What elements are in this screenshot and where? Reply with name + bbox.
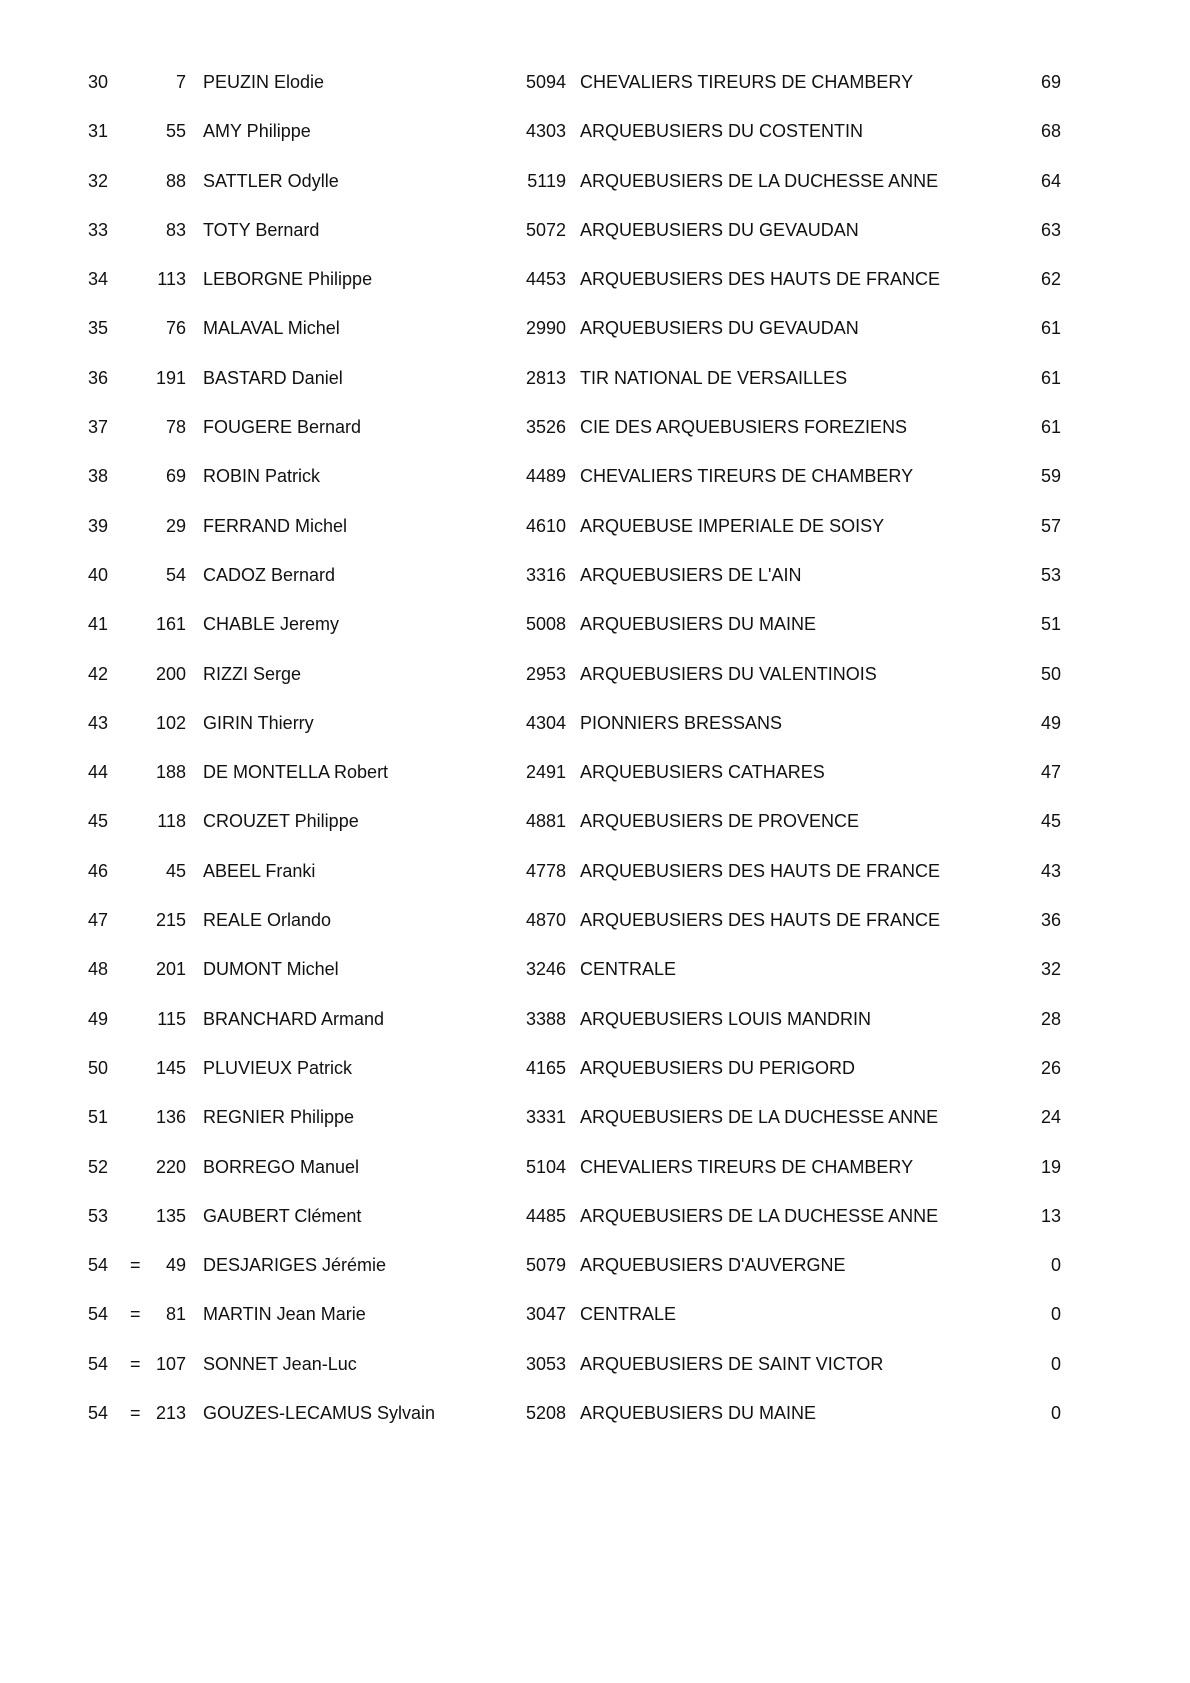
rank-cell: 43 [88,712,109,733]
score-cell: 64 [1040,170,1061,191]
table-row [0,551,1190,600]
shooter-name: GIRIN Thierry [203,712,314,733]
table-row [0,650,1190,699]
shooter-name: GOUZES-LECAMUS Sylvain [203,1403,436,1424]
club-name: ARQUEBUSIERS DU GEVAUDAN [580,318,859,339]
tie-marker: = [130,1403,141,1424]
club-name: ARQUEBUSIERS DU MAINE [580,1403,817,1424]
club-number: 3047 [525,1304,566,1325]
shooter-name: DE MONTELLA Robert [203,762,389,783]
club-number: 4165 [525,1057,566,1078]
rank-cell: 53 [88,1205,109,1226]
club-name: ARQUEBUSIERS DU GEVAUDAN [580,219,859,240]
score-cell: 69 [1040,72,1061,92]
club-number: 5072 [525,219,566,240]
shooter-name: FOUGERE Bernard [203,417,362,438]
table-row [0,1290,1190,1339]
bib-number: 45 [165,860,186,881]
shooter-name: TOTY Bernard [203,219,320,240]
rank-cell: 45 [88,811,109,832]
rank-cell: 36 [88,367,109,388]
club-number: 4453 [525,269,566,290]
shooter-name: SATTLER Odylle [203,170,339,191]
club-number: 2953 [525,663,566,684]
bib-number: 113 [157,269,186,290]
table-row [0,945,1190,994]
rank-cell: 32 [88,170,109,191]
shooter-name: ROBIN Patrick [203,466,321,487]
bib-number: 220 [155,1156,186,1177]
club-name: ARQUEBUSIERS LOUIS MANDRIN [580,1008,872,1029]
club-number: 2990 [525,318,566,339]
club-name: CENTRALE [580,959,677,980]
bib-number: 83 [165,219,186,240]
score-cell: 32 [1040,959,1061,980]
score-cell: 24 [1040,1107,1061,1128]
rank-cell: 54 [88,1255,109,1276]
score-cell: 61 [1040,417,1061,438]
club-number: 5094 [525,72,566,92]
shooter-name: CROUZET Philippe [203,811,359,832]
shooter-name: SONNET Jean-Luc [203,1353,357,1374]
club-name: ARQUEBUSIERS DU MAINE [580,614,817,635]
bib-number: 136 [155,1107,186,1128]
club-number: 3316 [525,564,566,585]
club-number: 3053 [525,1353,566,1374]
score-cell: 28 [1040,1008,1061,1029]
club-number: 4303 [525,121,566,142]
shooter-name: PEUZIN Elodie [203,72,325,92]
score-cell: 36 [1040,910,1061,931]
rank-cell: 30 [88,72,109,92]
rank-cell: 50 [88,1057,109,1078]
club-number: 3331 [525,1107,566,1128]
table-row [0,255,1190,304]
score-cell: 51 [1040,614,1061,635]
club-number: 5104 [525,1156,566,1177]
score-cell: 13 [1040,1205,1061,1226]
table-row [0,452,1190,501]
bib-number: 55 [165,121,186,142]
bib-number: 107 [155,1353,186,1374]
table-row [0,748,1190,797]
club-name: ARQUEBUSIERS DES HAUTS DE FRANCE [580,860,941,881]
rank-cell: 40 [88,564,109,585]
score-cell: 61 [1040,367,1061,388]
club-name: ARQUEBUSIERS CATHARES [580,762,825,783]
club-number: 5008 [525,614,566,635]
rank-cell: 54 [88,1353,109,1374]
table-row [0,1192,1190,1241]
bib-number: 78 [165,417,186,438]
club-name: ARQUEBUSIERS DU PERIGORD [580,1057,856,1078]
score-cell: 59 [1040,466,1061,487]
rank-cell: 38 [88,466,109,487]
shooter-name: FERRAND Michel [203,515,348,536]
score-cell: 63 [1040,219,1061,240]
rank-cell: 51 [88,1107,109,1128]
score-cell: 26 [1040,1057,1061,1078]
table-row [0,896,1190,945]
rank-cell: 48 [88,959,109,980]
bib-number: 29 [165,515,186,536]
club-number: 3246 [525,959,566,980]
table-row [0,304,1190,353]
rank-cell: 54 [88,1304,109,1325]
score-cell: 19 [1040,1156,1061,1177]
shooter-name: CHABLE Jeremy [203,614,340,635]
rank-cell: 42 [88,663,109,684]
bib-number: 215 [155,910,186,931]
score-cell: 0 [1050,1403,1061,1424]
table-row [0,107,1190,156]
score-cell: 49 [1040,712,1061,733]
club-number: 3526 [525,417,566,438]
rank-cell: 41 [88,614,109,635]
bib-number: 69 [165,466,186,487]
rank-cell: 31 [88,121,109,142]
shooter-name: BRANCHARD Armand [203,1008,385,1029]
table-row [0,354,1190,403]
club-name: CHEVALIERS TIREURS DE CHAMBERY [580,1156,914,1177]
bib-number: 135 [155,1205,186,1226]
rank-cell: 46 [88,860,109,881]
bib-number: 191 [155,367,186,388]
rank-cell: 35 [88,318,109,339]
tie-marker: = [130,1304,141,1325]
table-row [0,157,1190,206]
table-row [0,847,1190,896]
bib-number: 188 [155,762,186,783]
score-cell: 47 [1040,762,1061,783]
bib-number: 213 [155,1403,186,1424]
rank-cell: 47 [88,910,109,931]
club-name: TIR NATIONAL DE VERSAILLES [580,367,848,388]
score-cell: 53 [1040,564,1061,585]
club-name: ARQUEBUSIERS DE LA DUCHESSE ANNE [580,1205,939,1226]
bib-number: 145 [155,1057,186,1078]
club-number: 4489 [525,466,566,487]
club-number: 5079 [525,1255,566,1276]
table-row [0,1389,1190,1438]
tie-marker: = [130,1255,141,1276]
rank-cell: 54 [88,1403,109,1424]
shooter-name: BORREGO Manuel [203,1156,360,1177]
score-cell: 68 [1040,121,1061,142]
tie-marker: = [130,1353,141,1374]
score-cell: 0 [1050,1353,1061,1374]
score-cell: 43 [1040,860,1061,881]
table-row [0,206,1190,255]
club-name: ARQUEBUSIERS DE SAINT VICTOR [580,1353,884,1374]
table-row [0,1044,1190,1093]
shooter-name: GAUBERT Clément [203,1205,362,1226]
shooter-name: REALE Orlando [203,910,332,931]
club-name: ARQUEBUSIERS DE LA DUCHESSE ANNE [580,170,939,191]
club-number: 3388 [525,1008,566,1029]
rank-cell: 34 [88,269,109,290]
score-cell: 45 [1040,811,1061,832]
bib-number: 7 [175,72,186,92]
bib-number: 88 [165,170,186,191]
club-number: 4870 [525,910,566,931]
club-name: ARQUEBUSIERS DU COSTENTIN [580,121,864,142]
club-number: 4485 [525,1205,566,1226]
results-table [0,58,1190,1438]
table-row [0,797,1190,846]
rank-cell: 44 [88,762,109,783]
club-number: 5208 [525,1403,566,1424]
shooter-name: MARTIN Jean Marie [203,1304,366,1325]
club-number: 2813 [525,367,566,388]
bib-number: 161 [155,614,186,635]
club-name: ARQUEBUSIERS DE LA DUCHESSE ANNE [580,1107,939,1128]
bib-number: 54 [165,564,186,585]
club-name: ARQUEBUSIERS D'AUVERGNE [580,1255,846,1276]
club-number: 2491 [525,762,566,783]
club-number: 4610 [525,515,566,536]
shooter-name: AMY Philippe [203,121,311,142]
club-number: 5119 [527,170,566,191]
club-name: CHEVALIERS TIREURS DE CHAMBERY [580,72,914,92]
shooter-name: CADOZ Bernard [203,564,336,585]
table-row [0,600,1190,649]
score-cell: 61 [1040,318,1061,339]
shooter-name: MALAVAL Michel [203,318,340,339]
bib-number: 118 [157,811,186,832]
club-name: ARQUEBUSE IMPERIALE DE SOISY [580,515,885,536]
bib-number: 200 [155,663,186,684]
score-cell: 0 [1050,1255,1061,1276]
score-cell: 50 [1040,663,1061,684]
table-row [0,995,1190,1044]
bib-number: 201 [155,959,186,980]
club-name: CENTRALE [580,1304,677,1325]
shooter-name: ABEEL Franki [203,860,316,881]
table-row [0,1241,1190,1290]
club-name: ARQUEBUSIERS DES HAUTS DE FRANCE [580,269,941,290]
shooter-name: REGNIER Philippe [203,1107,355,1128]
club-name: ARQUEBUSIERS DE L'AIN [580,564,802,585]
club-name: ARQUEBUSIERS DU VALENTINOIS [580,663,877,684]
bib-number: 102 [155,712,186,733]
club-name: ARQUEBUSIERS DE PROVENCE [580,811,860,832]
shooter-name: DESJARIGES Jérémie [203,1255,387,1276]
rank-cell: 33 [88,219,109,240]
shooter-name: LEBORGNE Philippe [203,269,373,290]
score-cell: 0 [1050,1304,1061,1325]
rank-cell: 37 [88,417,109,438]
table-row [0,403,1190,452]
shooter-name: RIZZI Serge [203,663,302,684]
rank-cell: 39 [88,515,109,536]
bib-number: 115 [157,1008,186,1029]
club-number: 4881 [525,811,566,832]
table-row [0,699,1190,748]
table-row [0,58,1190,107]
shooter-name: PLUVIEUX Patrick [203,1057,353,1078]
club-number: 4778 [525,860,566,881]
table-row [0,1093,1190,1142]
club-name: CIE DES ARQUEBUSIERS FOREZIENS [580,417,908,438]
rank-cell: 52 [88,1156,109,1177]
score-cell: 57 [1040,515,1061,536]
table-row [0,1340,1190,1389]
club-name: PIONNIERS BRESSANS [580,712,783,733]
shooter-name: DUMONT Michel [203,959,339,980]
table-row [0,1143,1190,1192]
rank-cell: 49 [88,1008,109,1029]
club-name: ARQUEBUSIERS DES HAUTS DE FRANCE [580,910,941,931]
club-number: 4304 [525,712,566,733]
shooter-name: BASTARD Daniel [203,367,343,388]
table-row [0,502,1190,551]
bib-number: 81 [165,1304,186,1325]
club-name: CHEVALIERS TIREURS DE CHAMBERY [580,466,914,487]
bib-number: 49 [165,1255,186,1276]
score-cell: 62 [1040,269,1061,290]
bib-number: 76 [165,318,186,339]
